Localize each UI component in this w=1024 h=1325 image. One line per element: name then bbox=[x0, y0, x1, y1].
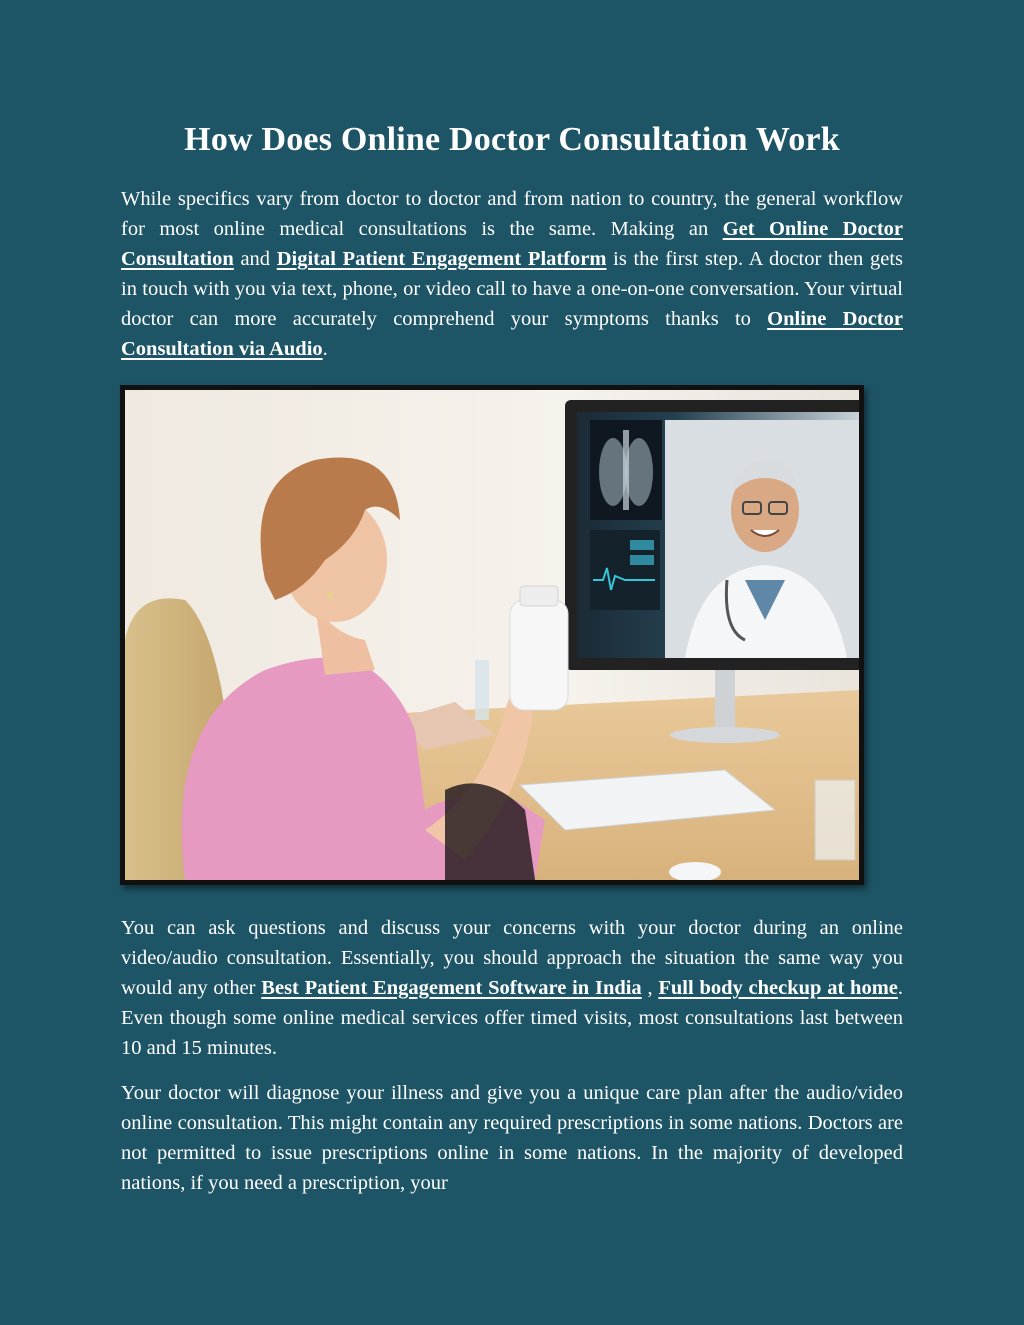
digital-patient-engagement-platform-link[interactable]: Digital Patient Engagement Platform bbox=[276, 248, 607, 270]
consultation-photo bbox=[120, 385, 864, 885]
intro-paragraph bbox=[121, 184, 903, 364]
online-doctor-consultation-audio-link[interactable]: Online Doctor Consultation via Audio bbox=[121, 308, 903, 360]
consult-text-1: You can ask questions and discuss your concerns with your doctor during an online video/audio consultation. Essentially, you should approach the situation the same way you would any other bbox=[121, 917, 903, 999]
intro-text-3: is the first step. A doctor then gets in touch with you via text, phone, or video call to have a one-on-one conversation. Your virtual doctor can more accurately comprehend your symptoms thanks to bbox=[121, 248, 903, 330]
full-body-checkup-link[interactable]: Full body checkup at home bbox=[658, 977, 898, 999]
consult-text-3: . Even though some online medical services offer timed visits, most consultations last between 10 and 15 minutes. bbox=[121, 977, 903, 1059]
intro-text-4: . bbox=[322, 338, 328, 360]
diagnosis-paragraph: Your doctor will diagnose your illness and give you a unique care plan after the audio/video online consultation. This might contain any required prescriptions in some nations. Doctors are not permitted to issue prescriptions online in some nations. In the majority of developed nations, if you need a prescription, your bbox=[121, 1082, 903, 1194]
pill-bottle bbox=[510, 600, 568, 710]
best-patient-engagement-software-link[interactable]: Best Patient Engagement Software in India bbox=[261, 977, 642, 999]
intro-text-2: and bbox=[233, 248, 277, 270]
intro-text-1: While specifics vary from doctor to doctor and from nation to country, the general workflow for most online medical consultations is the same. Making an bbox=[121, 188, 903, 240]
photo-illustration bbox=[125, 390, 859, 880]
get-online-doctor-consultation-link[interactable]: Get Online Doctor Consultation bbox=[121, 218, 903, 270]
consult-text-2: , bbox=[641, 977, 659, 999]
consultation-paragraph bbox=[121, 913, 903, 1063]
page-title: How Does Online Doctor Consultation Work bbox=[184, 121, 840, 158]
